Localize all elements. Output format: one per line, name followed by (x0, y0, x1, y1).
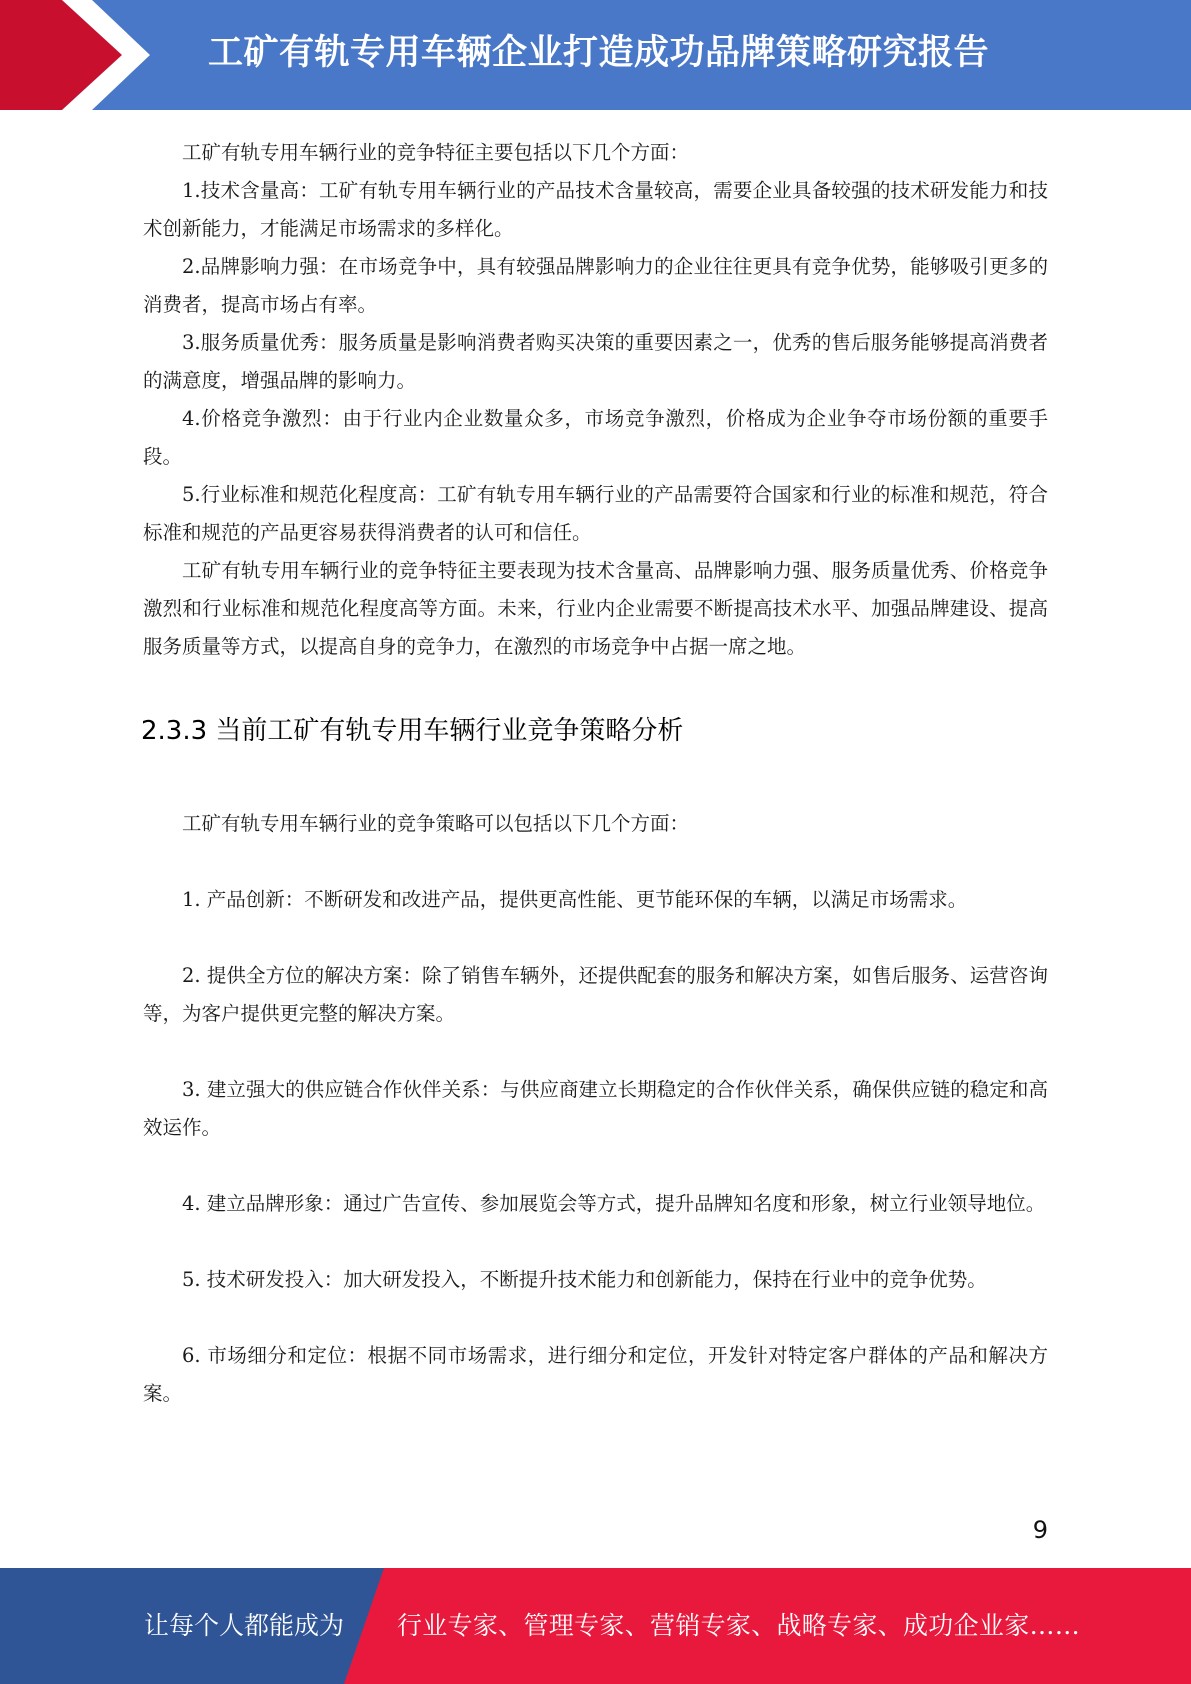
section-heading: 2.3.3 当前工矿有轨专用车辆行业竞争策略分析 (141, 716, 684, 746)
paragraph: 3.服务质量优秀：服务质量是影响消费者购买决策的重要因素之一，优秀的售后服务能够提高消费者的满意度，增强品牌的影响力。 (143, 331, 1048, 392)
document-title: 工矿有轨专用车辆企业打造成功品牌策略研究报告 (208, 33, 990, 73)
list-item: 1. 产品创新：不断研发和改进产品，提供更高性能、更节能环保的车辆，以满足市场需求。 (182, 888, 968, 911)
paragraph: 工矿有轨专用车辆行业的竞争特征主要包括以下几个方面： (182, 141, 690, 164)
list-item: 6. 市场细分和定位：根据不同市场需求，进行细分和定位，开发针对特定客户群体的产品和解决方案。 (143, 1344, 1048, 1405)
paragraph: 工矿有轨专用车辆行业的竞争特征主要表现为技术含量高、品牌影响力强、服务质量优秀、价格竞争激烈和行业标准和规范化程度高等方面。未来，行业内企业需要不断提高技术水平、加强品牌建设、提高服务质量等方式，以提高自身的竞争力，在激烈的市场竞争中占据一席之地。 (143, 559, 1048, 658)
paragraph: 5.行业标准和规范化程度高：工矿有轨专用车辆行业的产品需要符合国家和行业的标准和规范，符合标准和规范的产品更容易获得消费者的认可和信任。 (143, 483, 1048, 544)
footer-slogan-right: 行业专家、管理专家、营销专家、战略专家、成功企业家…… (397, 1611, 1081, 1640)
intro-section (143, 134, 1048, 666)
list-item: 2. 提供全方位的解决方案：除了销售车辆外，还提供配套的服务和解决方案，如售后服务、运营咨询等，为客户提供更完整的解决方案。 (143, 964, 1048, 1025)
list-item: 5. 技术研发投入：加大研发投入，不断提升技术能力和创新能力，保持在行业中的竞争优势。 (182, 1268, 987, 1291)
paragraph: 工矿有轨专用车辆行业的竞争策略可以包括以下几个方面： (182, 812, 690, 835)
header-arrow-decoration (0, 0, 160, 110)
page-number: 9 (1032, 1516, 1048, 1544)
list-item: 3. 建立强大的供应链合作伙伴关系：与供应商建立长期稳定的合作伙伴关系，确保供应链的稳定和高效运作。 (143, 1078, 1048, 1139)
header-band (0, 0, 1191, 110)
footer-slogan-left: 让每个人都能成为 (144, 1611, 345, 1640)
paragraph: 2.品牌影响力强：在市场竞争中，具有较强品牌影响力的企业往往更具有竞争优势，能够吸引更多的消费者，提高市场占有率。 (143, 255, 1048, 316)
list-item: 4. 建立品牌形象：通过广告宣传、参加展览会等方式，提升品牌知名度和形象，树立行业领导地位。 (182, 1192, 1046, 1215)
paragraph: 4.价格竞争激烈：由于行业内企业数量众多，市场竞争激烈，价格成为企业争夺市场份额的重要手段。 (143, 407, 1048, 468)
paragraph: 1.技术含量高：工矿有轨专用车辆行业的产品技术含量较高，需要企业具备较强的技术研发能力和技术创新能力，才能满足市场需求的多样化。 (143, 179, 1048, 240)
footer-band (0, 1568, 1191, 1684)
strategy-section (143, 805, 1048, 1451)
